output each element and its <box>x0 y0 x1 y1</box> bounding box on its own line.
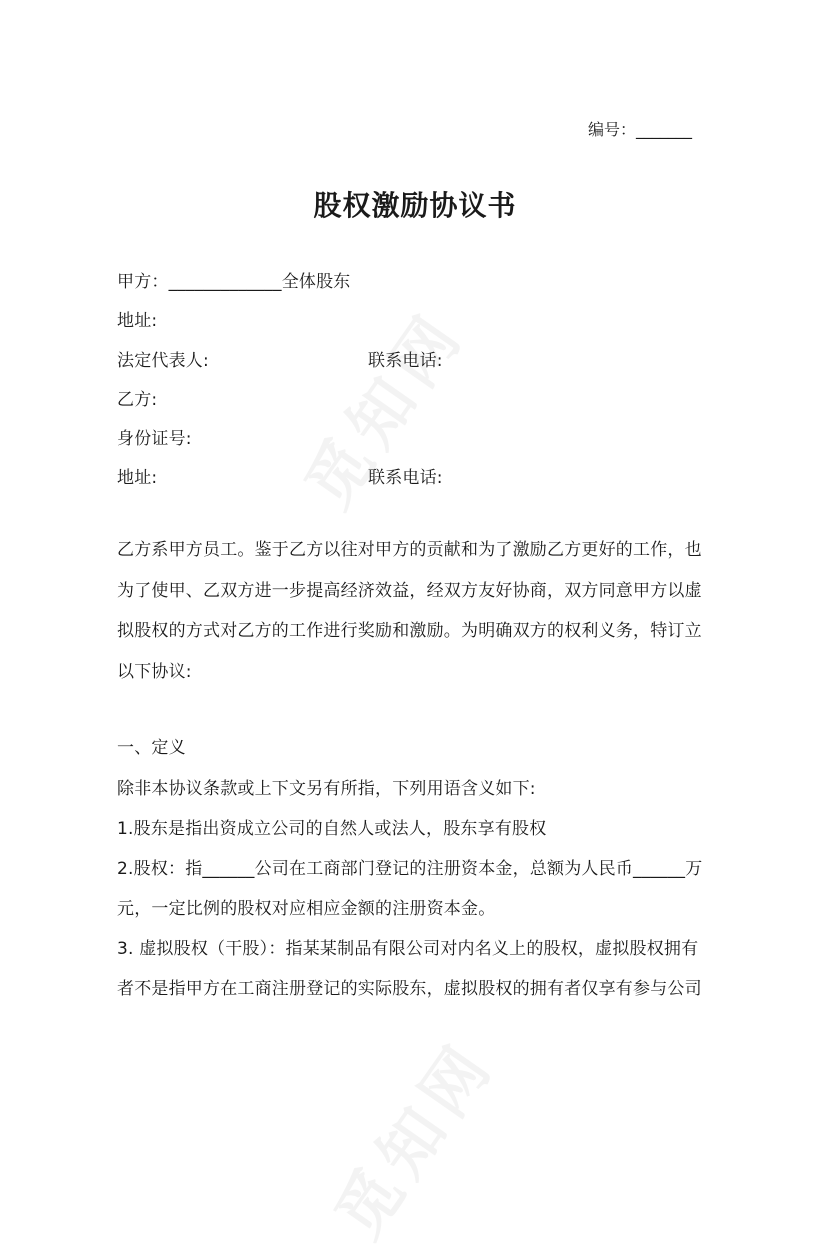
definition-line: 者不是指甲方在工商注册登记的实际股东，虚拟股权的拥有者仅享有参与公司 <box>117 979 702 999</box>
party-a: 甲方：_____________全体股东 <box>117 272 351 292</box>
watermark <box>310 1019 513 1253</box>
definition-line: 元，一定比例的股权对应相应金额的注册资本金。 <box>117 899 496 919</box>
intro-line: 拟股权的方式对乙方的工作进行奖励和激励。为明确双方的权利义务，特订立 <box>117 621 702 641</box>
section-heading: 一、定义 <box>117 738 186 758</box>
definition-line: 3. 虚拟股权（干股）：指某某制品有限公司对内名义上的股权，虚拟股权拥有 <box>117 939 699 959</box>
contact-phone-b: 联系电话: <box>368 468 443 488</box>
definition-line: 1.股东是指出资成立公司的自然人或法人，股东享有股权 <box>117 819 547 839</box>
party-b-address: 地址: <box>117 468 158 488</box>
watermark <box>280 289 483 524</box>
party-a-address: 地址: <box>117 311 158 331</box>
intro-line: 以下协议: <box>117 662 192 682</box>
party-b: 乙方: <box>117 390 158 410</box>
definition-line: 除非本协议条款或上下文另有所指，下列用语含义如下: <box>117 779 536 799</box>
document-number: 编号：_______ <box>588 120 693 139</box>
id-number: 身份证号: <box>117 429 192 449</box>
intro-line: 为了使甲、乙双方进一步提高经济效益，经双方友好协商，双方同意甲方以虚 <box>117 581 702 601</box>
contact-phone-a: 联系电话: <box>368 351 443 371</box>
document-title: 股权激励协议书 <box>313 189 517 222</box>
legal-representative: 法定代表人: <box>117 351 209 371</box>
definition-line: 2.股权：指______公司在工商部门登记的注册资本金，总额为人民币______万 <box>117 859 703 879</box>
intro-line: 乙方系甲方员工。鉴于乙方以往对甲方的贡献和为了激励乙方更好的工作，也 <box>117 540 702 560</box>
